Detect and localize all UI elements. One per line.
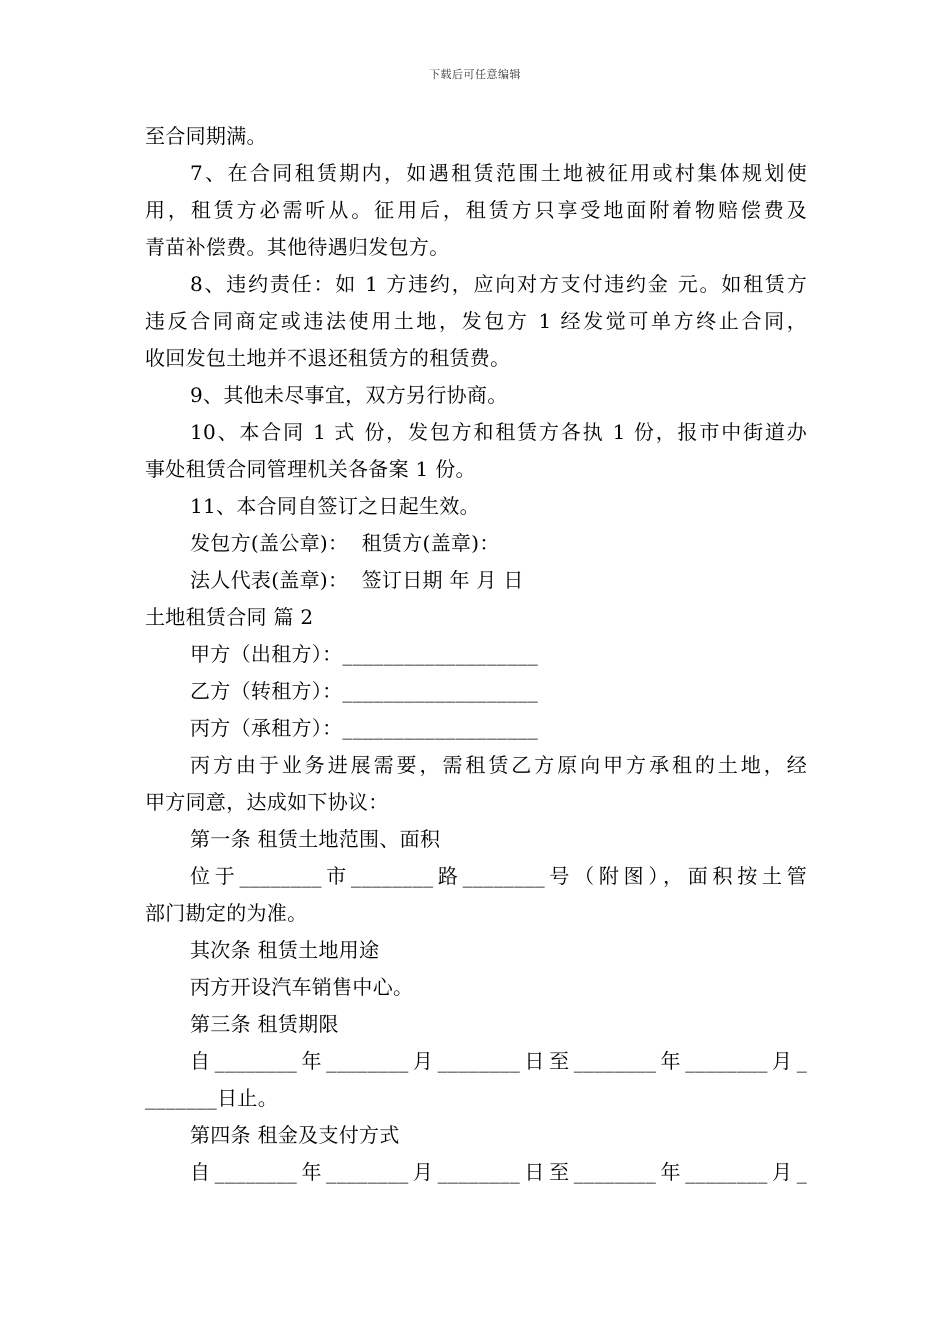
clause-10-line-2: 事处租赁合同管理机关各备案 1 份。 [145,457,476,481]
article-3-line-1: 自________年________月________日至________年________月_ [190,1049,807,1073]
paragraph-line: 至合同期满。 [145,124,267,148]
clause-8-line-1: 8、违约责任：如 1 方违约，应向对方支付违约金 元。如租赁方 [190,272,807,296]
article-3-heading: 第三条 租赁期限 [190,1012,339,1036]
clause-7-line-2: 用，租赁方必需听从。征用后，租赁方只享受地面附着物赔偿费及 [145,198,807,222]
article-3-line-2: _______日止。 [145,1086,278,1110]
article-1-line-1: 位于________市________路________号（附图），面积按土管 [190,864,807,888]
party-b-line: 乙方（转租方）：___________________ [190,679,539,703]
signature-line-1: 发包方(盖公章)： 租赁方(盖章)： [190,531,500,555]
clause-8-line-2: 违反合同商定或违法使用土地，发包方 1 经发觉可单方终止合同， [145,309,807,333]
party-c-line: 丙方（承租方）：___________________ [190,716,539,740]
article-1-heading: 第一条 租赁土地范围、面积 [190,827,441,851]
article-4-line-1: 自________年________月________日至________年________月_ [190,1160,807,1184]
signature-line-2: 法人代表(盖章)： 签订日期 年 月 日 [190,568,524,592]
article-2-line: 丙方开设汽车销售中心。 [190,975,414,999]
clause-10-line-1: 10、本合同 1 式 份，发包方和租赁方各执 1 份，报市中街道办 [190,420,807,444]
preamble-line-2: 甲方同意，达成如下协议： [145,790,389,814]
document-body [145,118,807,1191]
clause-8-line-3: 收回发包土地并不退还租赁方的租赁费。 [145,346,511,370]
clause-7-line-3: 青苗补偿费。其他待遇归发包方。 [145,235,450,259]
section-title: 土地租赁合同 篇 2 [145,605,314,629]
article-1-line-2: 部门勘定的为准。 [145,901,308,925]
preamble-line-1: 丙方由于业务进展需要，需租赁乙方原向甲方承租的土地，经 [190,753,807,777]
clause-11-line: 11、本合同自签订之日起生效。 [190,494,480,518]
header-note: 下载后可任意编辑 [429,68,521,81]
article-2-heading: 其次条 租赁土地用途 [190,938,380,962]
clause-9-line: 9、其他未尽事宜，双方另行协商。 [190,383,508,407]
clause-7-line-1: 7、在合同租赁期内，如遇租赁范围土地被征用或村集体规划使 [190,161,807,185]
party-a-line: 甲方（出租方）：___________________ [190,642,539,666]
article-4-heading: 第四条 租金及支付方式 [190,1123,400,1147]
